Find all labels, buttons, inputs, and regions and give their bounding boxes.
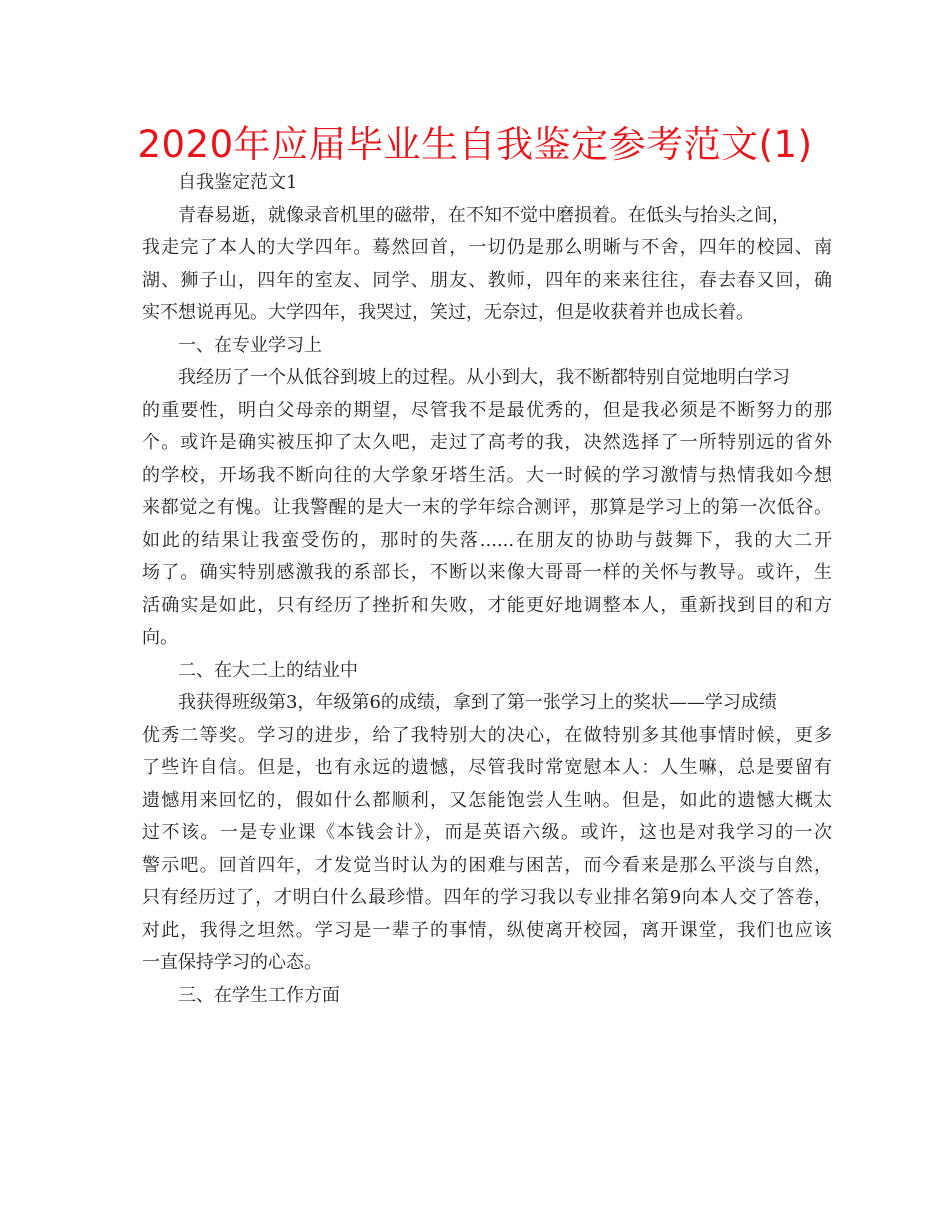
paragraph-line: 来都觉之有愧。让我警醒的是大一末的学年综合测评，那算是学习上的第一次低谷。	[142, 497, 832, 518]
paragraph-line: 警示吧。回首四年，才发觉当时认为的困难与困苦，而今看来是那么平淡与自然，	[142, 854, 832, 876]
subheading-line: 自我鉴定范文1	[178, 172, 298, 193]
paragraph-line: 的学校，开场我不断向往的大学象牙塔生活。大一时候的学习激情与热情我如今想	[142, 464, 832, 486]
section-heading: 三、在学生工作方面	[178, 984, 340, 1006]
paragraph-line: 对此，我得之坦然。学习是一辈子的事情，纵使离开校园，离开课堂，我们也应该	[142, 919, 832, 941]
paragraph-line: 青春易逝，就像录音机里的磁带，在不知不觉中磨损着。在低头与抬头之间，	[178, 204, 790, 226]
paragraph-line: 我走完了本人的大学四年。蓦然回首，一切仍是那么明晰与不舍，四年的校园、南	[142, 237, 832, 258]
section-heading: 一、在专业学习上	[178, 334, 322, 356]
paragraph-line: 向。	[142, 627, 178, 648]
paragraph-line: 的重要性，明白父母亲的期望，尽管我不是最优秀的，但是我必须是不断努力的那	[142, 399, 832, 421]
paragraph-line: 我获得班级第3，年级第6的成绩，拿到了第一张学习上的奖状——学习成绩	[178, 692, 777, 713]
paragraph-line: 活确实是如此，只有经历了挫折和失败，才能更好地调整本人，重新找到目的和方	[142, 594, 832, 616]
paragraph-line: 我经历了一个从低谷到坡上的过程。从小到大，我不断都特别自觉地明白学习	[178, 367, 790, 388]
paragraph-line: 湖、狮子山，四年的室友、同学、朋友、教师，四年的来来往往，春去春又回，确	[142, 269, 832, 291]
paragraph-line: 个。或许是确实被压抑了太久吧，走过了高考的我，决然选择了一所特别远的省外	[142, 432, 832, 453]
paragraph-line: 过不该。一是专业课《本钱会计》，而是英语六级。或许，这也是对我学习的一次	[142, 822, 832, 843]
paragraph-line: 如此的结果让我蛮受伤的，那时的失落......在朋友的协助与鼓舞下，我的大二开	[142, 529, 832, 551]
paragraph-line: 只有经历过了，才明白什么最珍惜。四年的学习我以专业排名第9向本人交了答卷，	[142, 887, 832, 908]
section-heading: 二、在大二上的结业中	[178, 659, 358, 681]
paragraph-line: 了些许自信。但是，也有永远的遗憾，尽管我时常宽慰本人：人生嘛，总是要留有	[142, 757, 832, 778]
paragraph-line: 优秀二等奖。学习的进步，给了我特别大的决心，在做特别多其他事情时候，更多	[142, 724, 832, 746]
paragraph-line: 实不想说再见。大学四年，我哭过，笑过，无奈过，但是收获着并也成长着。	[142, 302, 754, 323]
paragraph-line: 一直保持学习的心态。	[142, 952, 322, 973]
document-body	[142, 167, 832, 1012]
document-title: 2020年应届毕业生自我鉴定参考范文(1)	[137, 123, 813, 166]
paragraph-line: 场了。确实特别感激我的系部长，不断以来像大哥哥一样的关怀与教导。或许，生	[142, 562, 832, 583]
paragraph-line: 遗憾用来回忆的，假如什么都顺利，又怎能饱尝人生呐。但是，如此的遗憾大概太	[142, 789, 832, 811]
